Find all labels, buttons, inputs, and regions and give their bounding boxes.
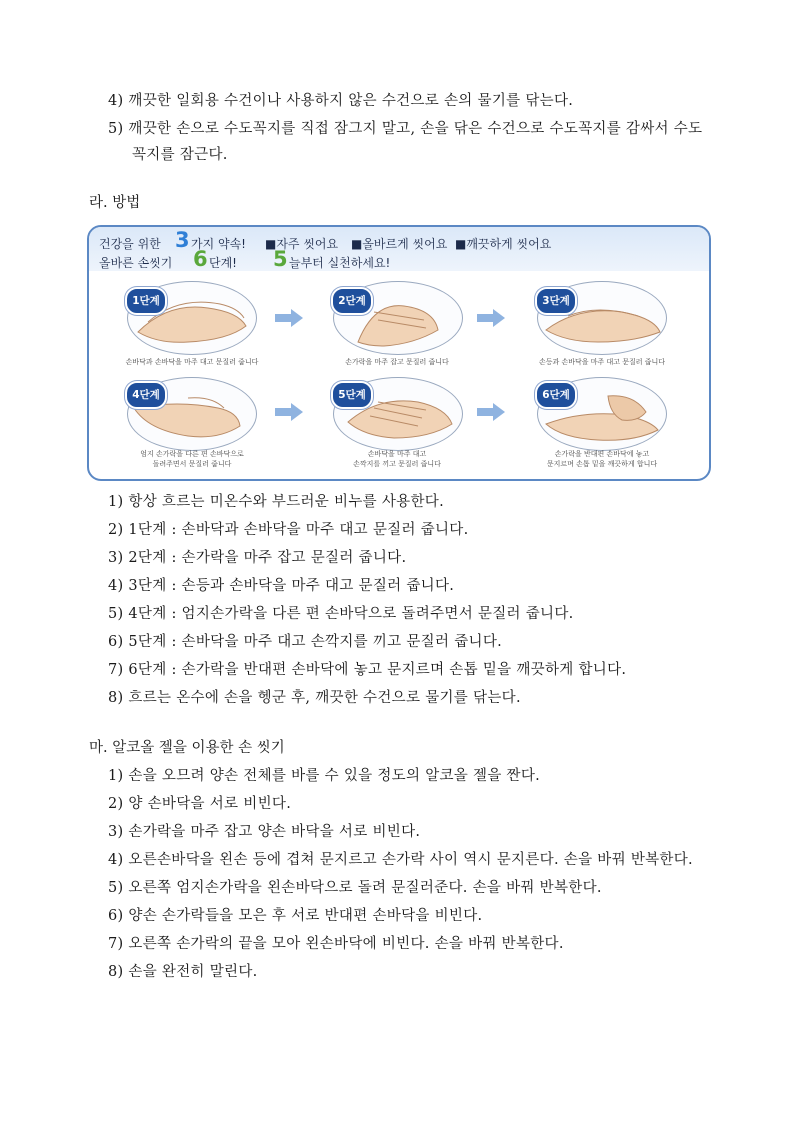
header-num-3: 3 (175, 228, 190, 252)
step-6-badge: 6단계 (535, 381, 577, 409)
alcohol-item-4: 4) 오른손바닥을 왼손 등에 겹쳐 문지르고 손가락 사이 역시 문지른다. 손을 바꿔 반복한다. (108, 852, 693, 868)
top-item-4: 4) 깨끗한 일회용 수건이나 사용하지 않은 수건으로 손의 물기를 닦는다. (108, 93, 574, 109)
method-item-7: 7) 6단계 : 손가락을 반대편 손바닥에 놓고 문지르며 손톱 밑을 깨끗하게 합니다. (108, 662, 627, 678)
step-5-badge: 5단계 (331, 381, 373, 409)
section-heading-alcohol-gel: 마. 알코올 젤을 이용한 손 씻기 (89, 740, 285, 756)
arrow-right-icon (275, 403, 303, 421)
method-item-4: 4) 3단계 : 손등과 손바닥을 마주 대고 문질러 줍니다. (108, 578, 455, 594)
method-item-3: 3) 2단계 : 손가락을 마주 잡고 문질러 줍니다. (108, 550, 407, 566)
section-heading-method: 라. 방법 (89, 195, 141, 211)
method-item-1: 1) 항상 흐르는 미온수와 부드러운 비누를 사용한다. (108, 494, 444, 510)
figure-header (89, 227, 709, 271)
header-bullet-often: ■자주 씻어요 (265, 237, 339, 251)
handwashing-steps-figure (87, 225, 711, 481)
step-6-caption-line1: 손가락을 반대편 손바닥에 놓고 (554, 450, 650, 458)
alcohol-item-2: 2) 양 손바닥을 서로 비빈다. (108, 796, 292, 812)
step-1-caption: 손바닥과 손바닥을 마주 대고 문질러 줍니다 (125, 358, 259, 366)
header-today-practice: 늘부터 실천하세요! (289, 256, 391, 270)
top-item-5-continuation: 꼭지를 잠근다. (132, 147, 228, 163)
arrow-right-icon (477, 309, 505, 327)
method-item-6: 6) 5단계 : 손바닥을 마주 대고 손깍지를 끼고 문질러 줍니다. (108, 634, 503, 650)
header-handwash-post: 단계! (209, 256, 237, 270)
method-item-5: 5) 4단계 : 엄지손가락을 다른 편 손바닥으로 돌려주면서 문질러 줍니다. (108, 606, 574, 622)
step-3-caption: 손등과 손바닥을 마주 대고 문질러 줍니다 (538, 358, 666, 366)
alcohol-item-5: 5) 오른쪽 엄지손가락을 왼손바닥으로 돌려 문질러준다. 손을 바꿔 반복한다. (108, 880, 602, 896)
arrow-right-icon (275, 309, 303, 327)
step-4-caption-line1: 엄지 손가락을 다른 편 손바닥으로 (140, 450, 244, 458)
step-2-badge: 2단계 (331, 287, 373, 315)
header-num-6: 6 (193, 247, 208, 271)
header-handwash-pre: 올바른 손씻기 (99, 256, 173, 270)
header-num-5: 5 (273, 247, 288, 271)
alcohol-item-8: 8) 손을 완전히 말린다. (108, 964, 258, 980)
step-6-caption-line2: 문지르며 손톱 밑을 깨끗하게 합니다 (546, 460, 658, 468)
header-bullet-correct: ■올바르게 씻어요 (351, 237, 448, 251)
alcohol-item-6: 6) 양손 손가락들을 모은 후 서로 반대편 손바닥을 비빈다. (108, 908, 483, 924)
step-3-badge: 3단계 (535, 287, 577, 315)
step-1-badge: 1단계 (125, 287, 167, 315)
alcohol-item-3: 3) 손가락을 마주 잡고 양손 바닥을 서로 비빈다. (108, 824, 421, 840)
method-item-8: 8) 흐르는 온수에 손을 헹군 후, 깨끗한 수건으로 물기를 닦는다. (108, 690, 521, 706)
header-promise-pre: 건강을 위한 (99, 237, 161, 251)
step-5-caption-line2: 손깍지를 끼고 문질러 줍니다 (353, 460, 441, 468)
alcohol-item-7: 7) 오른쪽 손가락의 끝을 모아 왼손바닥에 비빈다. 손을 바꿔 반복한다. (108, 936, 564, 952)
step-4-caption-line2: 돌려주면서 문질러 줍니다 (152, 460, 232, 468)
method-item-2: 2) 1단계 : 손바닥과 손바닥을 마주 대고 문질러 줍니다. (108, 522, 469, 538)
step-5-caption-line1: 손바닥을 마주 대고 (367, 450, 427, 458)
top-item-5: 5) 깨끗한 손으로 수도꼭지를 직접 잠그지 말고, 손을 닦은 수건으로 수도꼭지를 감싸서 수도 (108, 121, 703, 137)
step-4-badge: 4단계 (125, 381, 167, 409)
step-2-caption: 손가락을 마주 잡고 문질러 줍니다 (345, 358, 449, 366)
header-bullet-clean: ■깨끗하게 씻어요 (455, 237, 552, 251)
arrow-right-icon (477, 403, 505, 421)
alcohol-item-1: 1) 손을 오므려 양손 전체를 바를 수 있을 정도의 알코올 젤을 짠다. (108, 768, 541, 784)
header-promise-post: 가지 약속! (191, 237, 246, 251)
